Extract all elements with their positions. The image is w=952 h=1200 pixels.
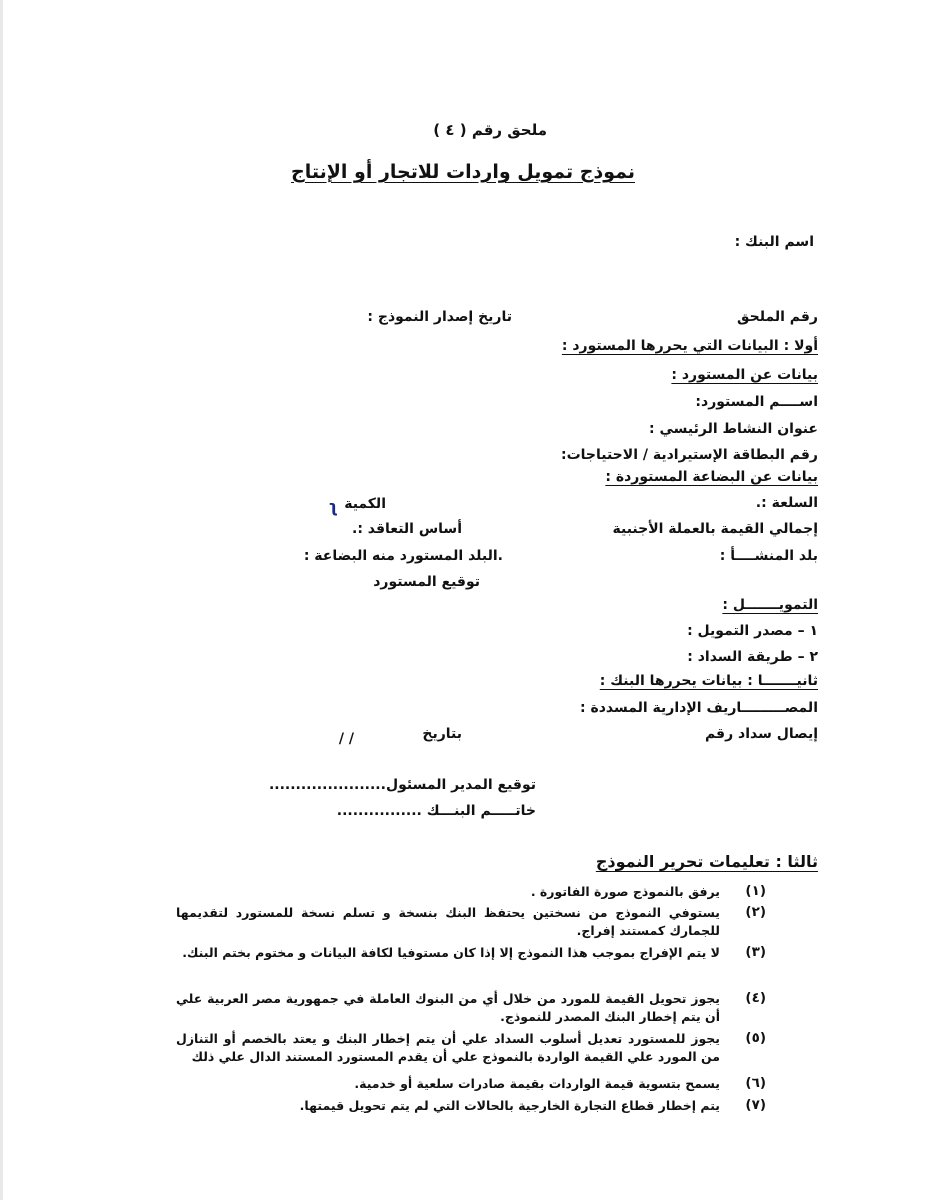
importer-name-label: اســــم المستورد: [695,394,818,410]
instruction-number: (٥) [745,1030,766,1046]
instructions-heading: ثالثا : تعليمات تحرير النموذج [595,852,818,871]
total-value-label: إجمالي القيمة بالعملة الأجنبية [612,521,818,537]
import-card-label: رقم البطاقة الإستيرادية / الاحتياجات: [560,447,818,463]
quantity-label: الكمية [344,496,386,512]
instruction-text: يجوز للمستورد تعديل أسلوب السداد علي أن يتم إخطار البنك و يعتد بالخصم أو التنازل من المورد علي القيمة الواردة بالنموذج علي أن يقدم المستورد المستند الدال علي ذلك [176,1031,720,1064]
form-title: نموذج تمويل واردات للاتجار أو الإنتاج [291,161,635,183]
instruction-text: يرفق بالنموذج صورة الفاتورة . [530,884,720,899]
section-bank-heading: ثانيـــــــا : بيانات يحررها البنك : [599,673,818,689]
instruction-text: لا يتم الإفراج بموجب هذا النموذج إلا إذا كان مستوفيا لكافة البيانات و مختوم بختم البنك. [182,945,720,960]
payment-method-label: ٢ – طريقة السداد : [687,649,818,665]
financing-source-label: ١ – مصدر التمويل : [687,623,818,639]
instruction-number: (٦) [745,1075,766,1091]
instruction-number: (١) [745,883,766,899]
annex-number-label: رقم الملحق [737,309,818,325]
import-country-label: .البلد المستورد منه البضاعة : [303,548,503,564]
receipt-date-label: بتاريخ [422,726,462,742]
instruction-number: (٤) [745,990,766,1006]
financing-heading: التمويـــــــل : [722,597,818,613]
scan-edge [0,0,3,1200]
main-activity-label: عنوان النشاط الرئيسي : [649,421,818,437]
receipt-date-slashes: / / [338,731,354,747]
contract-basis-label: أساس التعاقد :. [352,521,462,537]
commodity-label: السلعة :. [755,495,818,511]
annex-number-title: ملحق رقم ( ٤ ) [433,121,547,139]
instruction-number: (٧) [745,1097,766,1113]
instruction-number: (٣) [745,944,766,960]
importer-signature-label: توقيع المستورد [373,574,480,590]
instruction-number: (٢) [745,904,766,920]
admin-expenses-label: المصـــــــــاريف الإدارية المسددة : [579,700,818,716]
goods-data-heading: بيانات عن البضاعة المستوردة : [605,469,818,485]
origin-country-label: بلد المنشــــأ : [719,548,818,564]
section-importer-heading: أولا : البيانات التي يحررها المستورد : [561,338,818,354]
instruction-text: يستوفي النموذج من نسختين يحتفظ البنك بنسخة و تسلم نسخة للمستورد لتقديمها للجمارك كمستند إفراج. [176,905,720,938]
bank-name-label: اسم البنك : [734,234,814,250]
importer-data-heading: بيانات عن المستورد : [671,367,818,383]
payment-receipt-label: إيصال سداد رقم [704,726,818,742]
bank-stamp-line: خاتـــــم البنـــك ................ [336,803,536,819]
instruction-text: يسمح بتسوية قيمة الواردات بقيمة صادرات سلعية أو خدمية. [354,1076,720,1091]
instruction-text: يتم إخطار قطاع التجارة الخارجية بالحالات التي لم يتم تحويل قيمتها. [299,1098,720,1113]
instruction-text: يجوز تحويل القيمة للمورد من خلال أي من البنوك العاملة في جمهورية مصر العربية علي أن يتم إخطار البنك المصدر للنموذج. [176,991,720,1024]
pen-mark: ʅ [328,497,338,516]
manager-signature-line: توقيع المدير المسئول...................... [268,777,536,793]
issue-date-label: تاريخ إصدار النموذج : [367,309,512,325]
